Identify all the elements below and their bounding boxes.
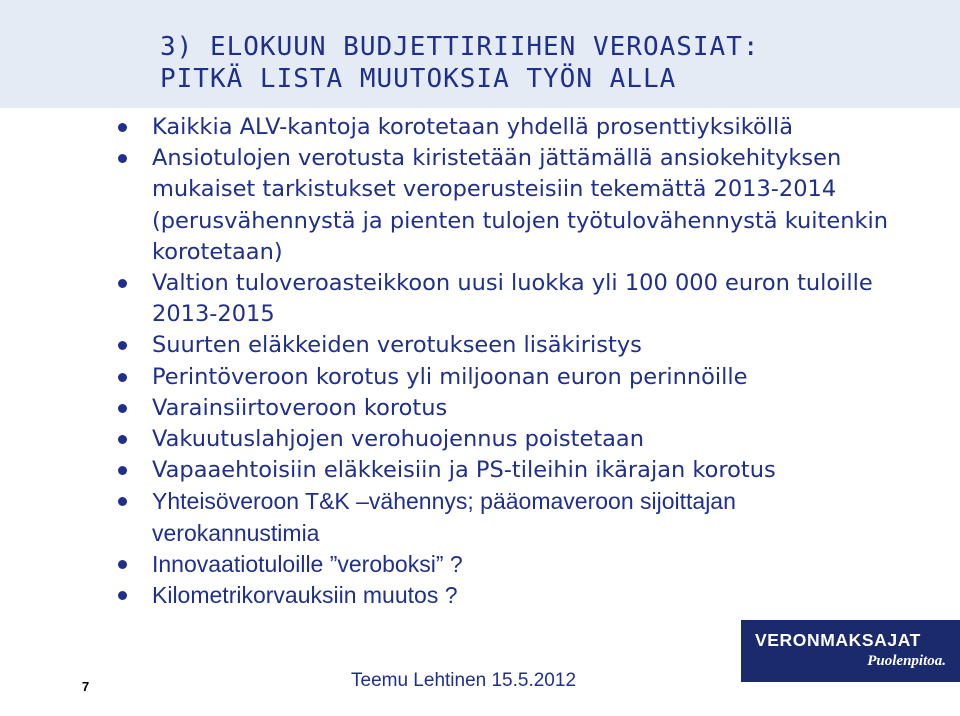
bullet-dot-icon xyxy=(118,154,127,163)
slide-title-line-1: 3) ELOKUUN BUDJETTIRIIHEN VEROASIAT: xyxy=(160,32,760,62)
bullet-item: Vapaaehtoisiin eläkkeisiin ja PS-tileihin ikärajan korotus xyxy=(118,455,918,486)
bullet-dot-icon xyxy=(118,373,127,382)
bullet-dot-icon xyxy=(118,497,127,506)
bullet-item: Yhteisöveroon T&K –vähennys; pääomaveroon sijoittajan verokannustimia xyxy=(118,486,918,548)
page-number: 7 xyxy=(82,679,90,694)
bullet-list xyxy=(118,112,918,611)
logo-tagline: Puolenpitoa. xyxy=(867,653,946,669)
bullet-dot-icon xyxy=(118,591,127,600)
logo-brand-text: VERONMAKSAJAT xyxy=(755,630,921,650)
footer-author-date: Teemu Lehtinen 15.5.2012 xyxy=(351,670,577,691)
veronmaksajat-logo xyxy=(741,620,960,682)
bullet-item: Suurten eläkkeiden verotukseen lisäkiristys xyxy=(118,330,918,361)
bullet-dot-icon xyxy=(118,341,127,350)
title-band xyxy=(0,0,960,108)
bullet-dot-icon xyxy=(118,435,127,444)
bullet-item: Ansiotulojen verotusta kiristetään jättämällä ansiokehityksen mukaiset tarkistukset veroperusteisiin tekemättä 2013-2014 (perusvähennystä ja pienten tulojen työtulovähennystä kuitenkin korotetaan) xyxy=(118,143,918,268)
bullet-item: Kilometrikorvauksiin muutos ? xyxy=(118,580,918,611)
bullet-dot-icon xyxy=(118,560,127,569)
bullet-dot-icon xyxy=(118,123,127,132)
bullet-item: Vakuutuslahjojen verohuojennus poistetaan xyxy=(118,424,918,455)
bullet-dot-icon xyxy=(118,279,127,288)
bullet-item: Innovaatiotuloille ”veroboksi” ? xyxy=(118,549,918,580)
bullet-item: Varainsiirtoveroon korotus xyxy=(118,393,918,424)
bullet-item: Perintöveroon korotus yli miljoonan euron perinnöille xyxy=(118,362,918,393)
bullet-item: Valtion tuloveroasteikkoon uusi luokka yli 100 000 euron tuloille 2013-2015 xyxy=(118,268,918,330)
bullet-item: Kaikkia ALV-kantoja korotetaan yhdellä prosenttiyksiköllä xyxy=(118,112,918,143)
bullet-dot-icon xyxy=(118,466,127,475)
bullet-dot-icon xyxy=(118,404,127,413)
slide-title-line-2: PITKÄ LISTA MUUTOKSIA TYÖN ALLA xyxy=(160,64,677,94)
